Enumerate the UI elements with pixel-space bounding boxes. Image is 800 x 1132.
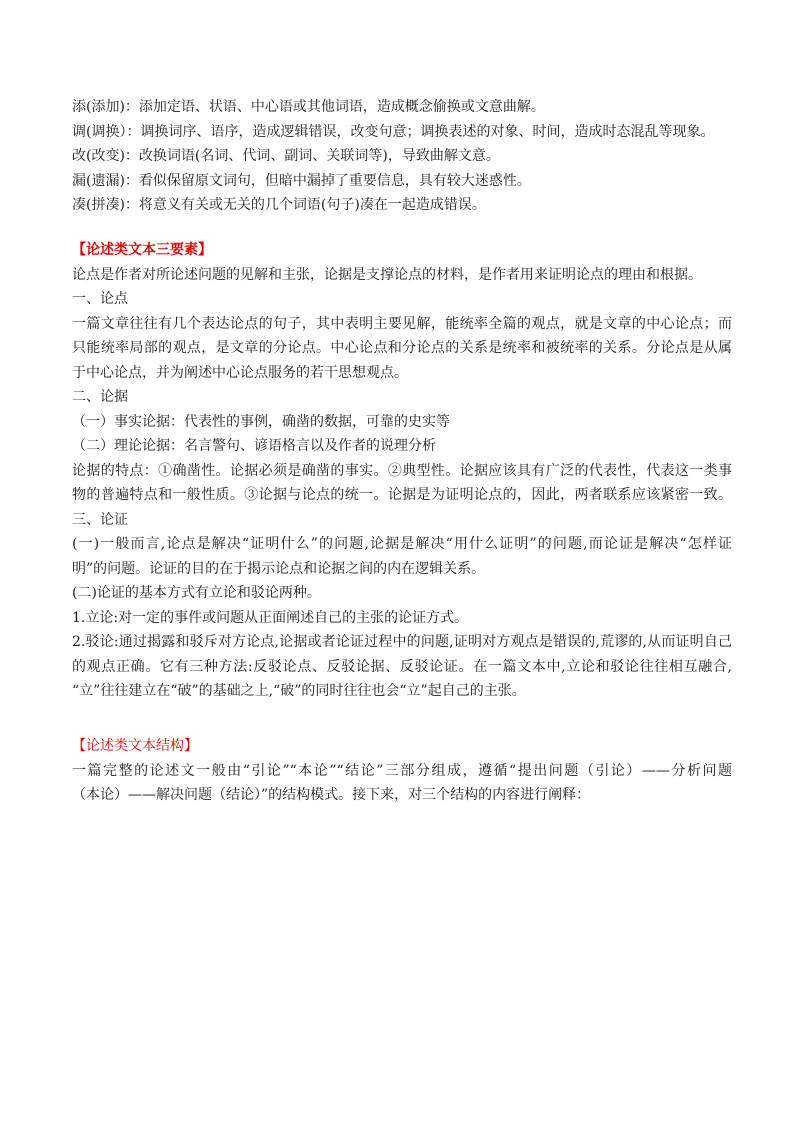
paragraph-line: 一篇文章往往有几个表达论点的句子，其中表明主要见解，能统率全篇的观点，就是文章的中心论点；而 <box>72 315 732 332</box>
paragraph-line: 于中心论点，并为阐述中心论点服务的若干思想观点。 <box>72 364 408 381</box>
subheading-demonstration: 三、论证 <box>72 511 128 528</box>
paragraph-line: 物的普遍特点和一般性质。③论据与论点的统一。论据是为证明论点的，因此，两者联系应该紧密一致。 <box>72 487 732 503</box>
wrong-answer-types-list <box>72 95 732 218</box>
structure-section <box>72 734 732 808</box>
paragraph-line: （二）理论论据：名言警句、谚语格言以及作者的说理分析 <box>72 438 436 454</box>
type-add: 添(添加)：添加定语、状语、中心语或其他词语，造成概念偷换或文意曲解。 <box>72 99 545 115</box>
paragraph-line: 一篇完整的论述文一般由“引论”“本论”“结论”三部分组成，遵循“提出问题（引论）——分析问题 <box>72 762 732 779</box>
paragraph-line: 论据的特点：①确凿性。论据必须是确凿的事实。②典型性。论据应该具有广泛的代表性，代表这一类事 <box>72 462 732 479</box>
type-swap: 调(调换）：调换词序、语序，造成逻辑错误，改变句意；调换表述的对象、时间，造成时态混乱等现象。 <box>72 123 715 140</box>
paragraph-line: “立”往往建立在“破”的基础之上,“破”的同时往往也会“立”起自己的主张。 <box>72 683 526 699</box>
paragraph-line: （本论）——解决问题（结论）”的结构模式。接下来，对三个结构的内容进行阐释： <box>72 787 591 803</box>
section-heading: 【论述类文本三要素】 <box>72 242 212 258</box>
paragraph-line: 2.驳论:通过揭露和驳斥对方论点,论据或者论证过程中的问题,证明对方观点是错误的,荒谬的,从而证明自己 <box>72 634 732 650</box>
paragraph-line: (一)一般而言,论点是解决“证明什么”的问题,论据是解决“用什么证明”的问题,而论证是解决“怎样证 <box>72 536 732 552</box>
type-change: 改(改变)：改换词语(名词、代词、副词、关联词等)，导致曲解文意。 <box>72 148 500 164</box>
paragraph-line: 明”的问题。论证的目的在于揭示论点和论据之间的内在逻辑关系。 <box>72 560 486 577</box>
subheading-argument: 一、论点 <box>72 291 128 307</box>
type-omit: 漏(遗漏)：看似保留原文词句，但暗中漏掉了重要信息，具有较大迷惑性。 <box>72 172 531 189</box>
three-elements-section <box>72 238 732 704</box>
paragraph-line: 的观点正确。它有三种方法:反驳论点、反驳论据、反驳论证。在一篇文本中,立论和驳论往往相互融合, <box>72 658 732 675</box>
paragraph-line: 只能统率局部的观点，是文章的分论点。中心论点和分论点的关系是统率和被统率的关系。分论点是从属 <box>72 340 732 356</box>
paragraph-line: 论点是作者对所论述问题的见解和主张，论据是支撑论点的材料，是作者用来证明论点的理由和根据。 <box>72 266 702 283</box>
section-heading: 【论述类文本结构】 <box>72 738 198 754</box>
paragraph-line: 1.立论:对一定的事件或问题从正面阐述自己的主张的论证方式。 <box>72 609 469 626</box>
subheading-evidence: 二、论据 <box>72 389 128 405</box>
paragraph-line: （一）事实论据：代表性的事例，确凿的数据，可靠的史实等 <box>72 413 450 430</box>
type-piece-together: 凑(拼凑)：将意义有关或无关的几个词语(句子)凑在一起造成错误。 <box>72 197 486 213</box>
paragraph-line: (二)论证的基本方式有立论和驳论两种。 <box>72 585 321 601</box>
